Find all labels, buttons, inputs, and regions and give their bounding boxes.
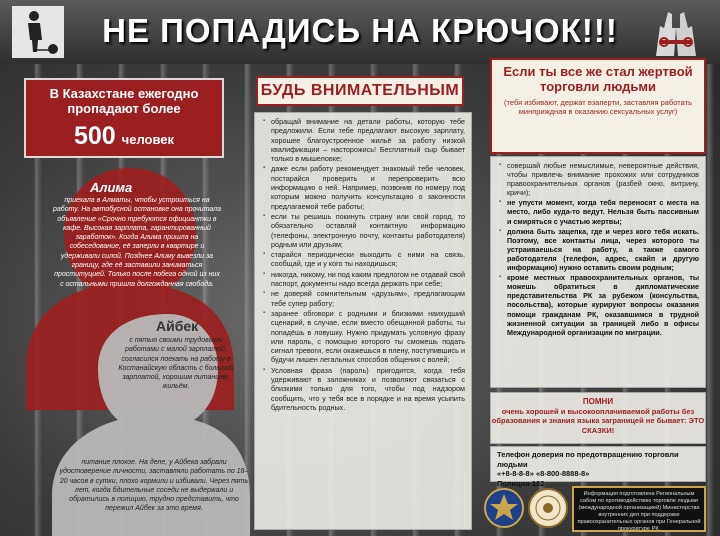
advice-item: ▪ обращай внимание на детали работы, которую тебе предложили. Если тебе предлагают высокую зарплату, хорошее благоустроенное жильё за работу низкой квалификации – насторожись! Бесплатный сыр бывает только в мышеловке;: [263, 117, 465, 163]
remember-heading: ПОМНИ: [582, 397, 614, 406]
victim-advice-item: ▪ должна быть зацепка, где и через кого тебя искать. Поэтому, все контакты лица, через которого ты устраиваешься на работу, а также самого работодателя (телефон, адрес, скайп и другую информацию) нужно оставить своим родным;: [499, 227, 699, 272]
right-heading-box: [490, 58, 706, 154]
chained-hands-icon: [646, 6, 706, 58]
figure-with-ball-and-chain-icon: [12, 6, 64, 58]
victim-advice-item: ▪ совершай любые немыслимые, невероятные действия, чтобы привлечь внимание прохожих или сотрудников правоохранительных органов (разбей окно, витрину, кричи);: [499, 161, 699, 197]
police-number: Полиция 102: [497, 478, 545, 488]
aibek-name: Айбек: [156, 318, 199, 334]
info-credits-text: Информация подготовлена Региональным сабом по противодействию торговле людьми (международной организацией) Министерства внутренних дел при поддержке правоохранительных органов при Генеральной прокуратуре РК.: [577, 491, 701, 532]
right-heading: Если ты все же стал жертвой торговли людьми: [503, 64, 693, 94]
middle-heading: БУДЬ ВНИМАТЕЛЬНЫМ: [256, 76, 464, 106]
police-emblem-icon: [484, 488, 524, 528]
advice-item: ▪ никогда, никому, ни под каким предлогом не отдавай свой паспорт, документы надо всегда держать при себе;: [263, 270, 465, 289]
victim-advice-item: ▪ кроме местных правоохранительных органов, ты можешь обратиться в дипломатические представительства РК за рубежом (консульства, посольства), которые курируют вопросы оказания помощи гражданам РК, оказавшимся в трудной жизненной ситуации за границей либо в офисы Международной организации по миграции.: [499, 273, 699, 337]
hotline-box: [490, 446, 706, 488]
info-credits-box: [572, 486, 706, 532]
alima-story: приехала в Алматы, чтобы устроиться на работу. На автобусной остановке она прочитала объявление «Срочно требуются официантки в кафе. Высокая зарплата, гарантированный заработок». Когда Алима пришла на собеседование, её заперли в квартире и удерживали силой. Позднее Алиму вывезли за границу, где её заставили заниматься проституцией. Только после побега одной из них с остальными пришла долгожданная свобода.: [53, 197, 221, 288]
aibek-story-continued: питание плохое. На деле, у Айбека забрали удостоверение личности, заставляли работать по 18–20 часов в сутки, плохо кормили и избивали. Через пять лет, когда бдительные соседи не выдержали и обратились в полицию, трудно представить, что пережил Айбек за это время.: [59, 459, 249, 513]
stat-unit: человек: [121, 132, 175, 147]
right-subheading: (тебя избивают, держат взаперти, заставляя работать минприждная в оказанию сексуальных услуг): [504, 98, 692, 116]
stat-line-1: В Казахстане ежегодно: [49, 86, 199, 101]
advice-item: ▪ даже если работу рекомендует знакомый тебе человек, постарайся проверить и перепроверить всю информацию о ней. Например, позвонив по номеру под которым можно получить консультацию о законности предлагаемой тебе работы;: [263, 164, 465, 210]
alima-name: Алима: [90, 180, 133, 195]
advice-item: ▪ если ты решишь покинуть страну или свой город, то обязательно оставляй контактную информацию (телефоны, электронную почту, контакты работодателя) родным или друзьям;: [263, 212, 465, 249]
page-title: НЕ ПОПАДИСЬ НА КРЮЧОК!!!: [102, 12, 618, 49]
remember-text: очень хорошей и высокооплачиваемой работы без образования и знания языка заграницей не бывает: ЭТО СКАЗКИ!: [491, 407, 705, 435]
middle-advice-list: [254, 112, 472, 530]
advice-item: ▪ старайся периодически выходить с ними на связь, сообщай, где и у кого ты находишься;: [263, 250, 465, 269]
statistic-box: [24, 78, 224, 158]
stat-figure: [26, 122, 222, 151]
advice-item: ▪ Условная фраза (пароль) пригодится, когда тебя удерживают в заложниках и позволяют связаться с близкими только для того, чтобы под надзором сообщить, что у тебя все в порядке и на время усыпить бдительность родных.: [263, 366, 465, 412]
aibek-story: с пятью своими трудовыми работами с малой зарплатой, согласился поехать на работу в Костанайскую область с большой зарплатой, хорошим питанием, жильём.: [118, 337, 234, 391]
victim-advice-item: ▪ не упусти момент, когда тебя переносят с места на место, либо куда-то ведут. Нельзя быть пассивным и смиряться с участью жертвы;: [499, 198, 699, 225]
advice-item: ▪ заранее обговори с родными и близкими наихудший сценарий, в случае, если вместо обещанной работы, ты попадёшь в ловушку. Нужно придумать условную фразу или пароль, с помощью которого ты сможешь подать сигнал тревоги, если окажешься в плену, поступившись и будучи лишен легальных способов общения с волей;: [263, 309, 465, 365]
advice-item: ▪ не доверяй сомнительным «друзьям», предлагающим тебе супер работу;: [263, 289, 465, 308]
hotline-title: Телефон доверия по предотвращению торговли людьми: [497, 450, 679, 469]
round-seal-icon: [528, 488, 568, 528]
victim-advice-list: [490, 156, 706, 388]
stat-line-2: пропадают более: [67, 101, 181, 116]
stat-number: 500: [73, 122, 116, 150]
hotline-numbers: «+8-8-8-8» «8-800-8888-8»: [497, 469, 590, 478]
remember-box: [490, 392, 706, 444]
header-bar: [0, 0, 720, 64]
